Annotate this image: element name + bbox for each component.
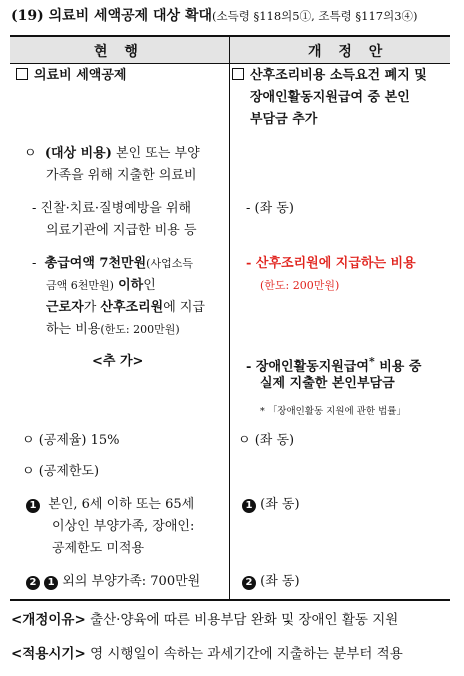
checkbox-icon <box>16 68 28 80</box>
left-item2-line1: - 총급여액 7천만원(사업소득 <box>32 256 193 271</box>
left-limit1-line1: 1 본인, 6세 이하 또는 65세 <box>26 494 194 516</box>
effective-date: <적용시기> 영 시행일이 속하는 과세기간에 지출하는 분부터 적용 <box>11 646 403 662</box>
checkbox-icon <box>232 68 244 80</box>
comparison-table <box>10 35 450 601</box>
section-title <box>11 5 418 25</box>
header-proposed: 개 정 안 <box>308 44 389 60</box>
right-new2-line1: - 장애인활동지원급여* 비용 중 <box>246 355 422 375</box>
left-item1-line1: - 진찰·치료·질병예방을 위해 <box>32 201 192 216</box>
left-limit2: 2 1 외의 부양가족: 700만원 <box>26 571 200 593</box>
right-footnote: * 「장애인활동 지원에 관한 법률」 <box>260 406 406 417</box>
right-limit2: 2 (좌 동) <box>242 571 300 593</box>
right-limit1: 1 (좌 동) <box>242 494 300 516</box>
number-1-icon: 1 <box>44 576 58 590</box>
left-added: <추 가> <box>92 354 144 369</box>
right-section-line3: 부담금 추가 <box>250 112 318 127</box>
left-rate: ㅇ (공제율) 15% <box>22 433 120 448</box>
header-current: 현 행 <box>94 44 144 60</box>
number-1-icon: 1 <box>26 499 40 513</box>
left-limit: ㅇ (공제한도) <box>22 464 100 479</box>
right-new1: - 산후조리원에 지급하는 비용 <box>246 256 416 271</box>
table-header <box>10 37 450 64</box>
revision-reason: <개정이유> 출산·양육에 따른 비용부담 완화 및 장애인 활동 지원 <box>11 612 399 628</box>
right-same-1: - (좌 동) <box>246 201 294 216</box>
title-reference: (소득령 §118의5①, 조특령 §117의3④) <box>212 9 418 23</box>
right-new2-line2: 실제 지출한 본인부담금 <box>260 376 395 391</box>
column-divider <box>229 37 230 599</box>
left-limit1-line2: 이상인 부양가족, 장애인: <box>52 519 195 534</box>
right-rate: ㅇ (좌 동) <box>238 433 295 448</box>
number-2-icon: 2 <box>26 576 40 590</box>
left-limit1-line3: 공제한도 미적용 <box>52 541 145 556</box>
left-target-line2: 가족을 위해 지출한 의료비 <box>46 168 197 183</box>
left-item1-line2: 의료기관에 지급한 비용 등 <box>46 223 197 238</box>
left-item2-line4: 하는 비용(한도: 200만원) <box>46 322 180 337</box>
left-item2-line3: 근로자가 산후조리원에 지급 <box>46 300 205 315</box>
left-section-title: 의료비 세액공제 <box>16 65 126 87</box>
right-section-line2: 장애인활동지원급여 중 본인 <box>250 90 410 105</box>
number-2-icon: 2 <box>242 576 256 590</box>
left-item2-line2: 금액 6천만원) 이하인 <box>46 278 156 293</box>
right-new1-limit: (한도: 200만원) <box>260 279 340 292</box>
number-1-icon: 1 <box>242 499 256 513</box>
title-main: (19) 의료비 세액공제 대상 확대 <box>11 8 212 24</box>
left-target-line1: ㅇ (대상 비용) 본인 또는 부양 <box>24 146 200 161</box>
right-section-line1: 산후조리비용 소득요건 폐지 및 <box>232 65 427 87</box>
